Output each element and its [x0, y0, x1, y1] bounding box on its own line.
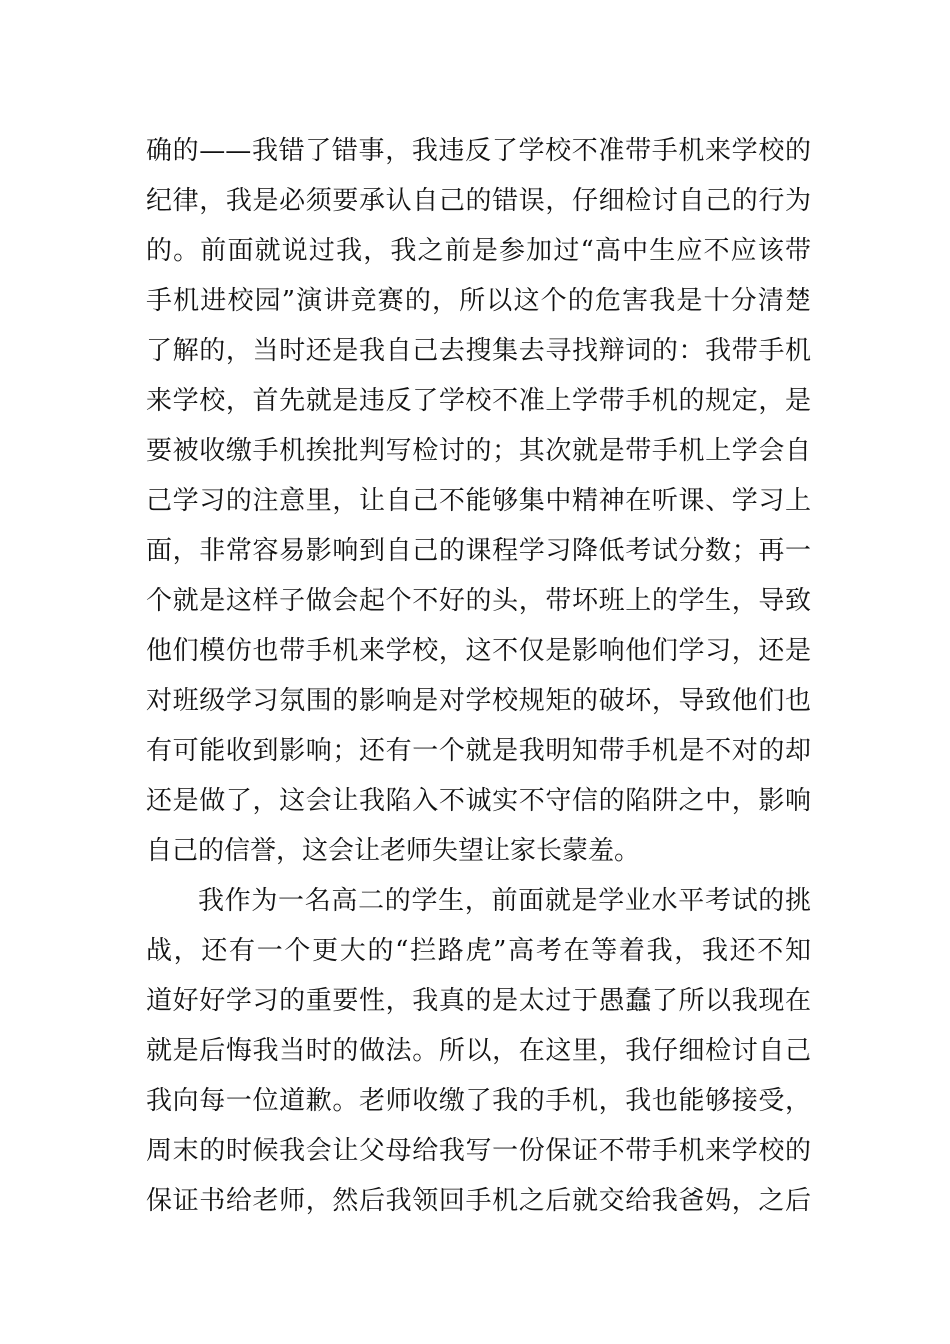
- text-line: 来学校，首先就是违反了学校不准上学带手机的规定，是: [146, 386, 811, 416]
- text-line: 纪律，我是必须要承认自己的错误，仔细检讨自己的行为: [146, 186, 811, 216]
- text-line: 自己的信誉，这会让老师失望让家长蒙羞。: [146, 836, 641, 866]
- text-line: 保证书给老师，然后我领回手机之后就交给我爸妈，之后: [146, 1186, 811, 1216]
- text-line: 己学习的注意里，让自己不能够集中精神在听课、学习上: [146, 486, 811, 516]
- text-line: 的。前面就说过我，我之前是参加过“高中生应不应该带: [146, 236, 811, 266]
- text-line: 了解的，当时还是我自己去搜集去寻找辩词的：我带手机: [146, 336, 811, 366]
- text-line: 手机进校园”演讲竞赛的，所以这个的危害我是十分清楚: [146, 286, 811, 316]
- paragraph-2: [146, 876, 811, 1226]
- text-line: 对班级学习氛围的影响是对学校规矩的破坏，导致他们也: [146, 686, 811, 716]
- text-line: 我向每一位道歉。老师收缴了我的手机，我也能够接受，: [146, 1086, 811, 1116]
- text-line: 他们模仿也带手机来学校，这不仅是影响他们学习，还是: [146, 636, 811, 666]
- text-line: 道好好学习的重要性，我真的是太过于愚蠢了所以我现在: [146, 986, 811, 1016]
- text-line: 有可能收到影响；还有一个就是我明知带手机是不对的却: [146, 736, 811, 766]
- text-line: 周末的时候我会让父母给我写一份保证不带手机来学校的: [146, 1136, 811, 1166]
- text-line: 我作为一名高二的学生，前面就是学业水平考试的挑: [198, 886, 811, 916]
- paragraph-1: [146, 126, 811, 876]
- document-body: [146, 126, 811, 1226]
- text-line: 还是做了，这会让我陷入不诚实不守信的陷阱之中，影响: [146, 786, 811, 816]
- text-line: 个就是这样子做会起个不好的头，带坏班上的学生，导致: [146, 586, 811, 616]
- text-line: 面，非常容易影响到自己的课程学习降低考试分数；再一: [146, 536, 811, 566]
- text-line: 确的——我错了错事，我违反了学校不准带手机来学校的: [146, 136, 811, 166]
- text-line: 要被收缴手机挨批判写检讨的；其次就是带手机上学会自: [146, 436, 811, 466]
- text-line: 战，还有一个更大的“拦路虎”高考在等着我，我还不知: [146, 936, 811, 966]
- text-line: 就是后悔我当时的做法。所以，在这里，我仔细检讨自己: [146, 1036, 811, 1066]
